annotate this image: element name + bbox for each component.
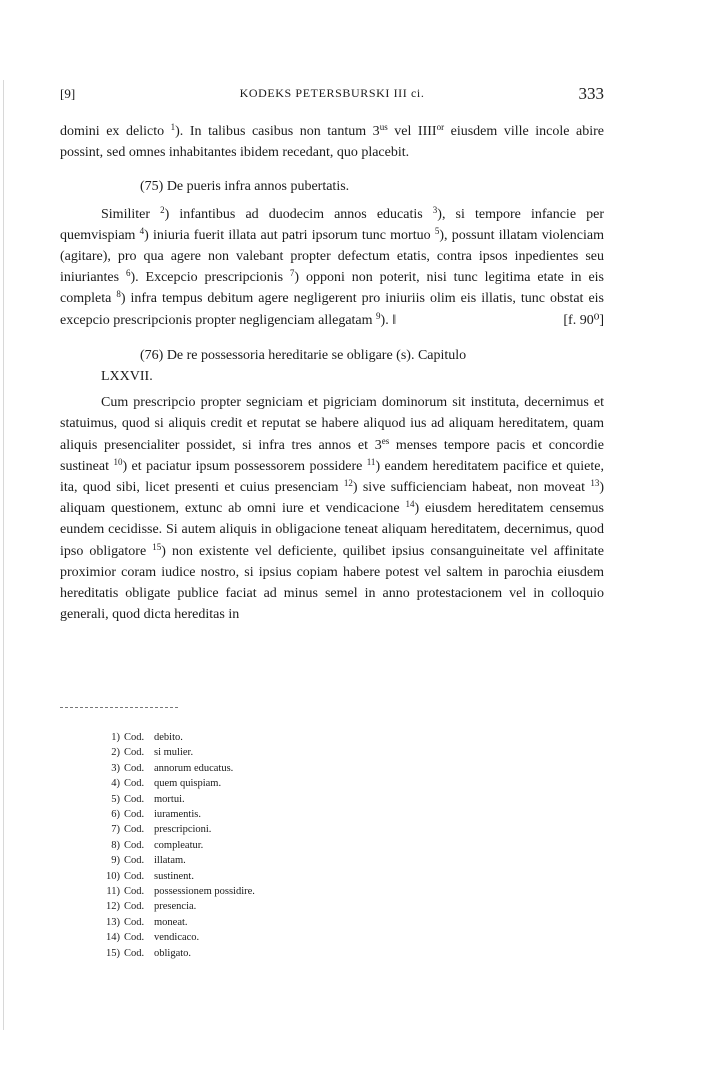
footnote-item — [90, 807, 390, 822]
footnote-ref: 7 — [289, 268, 295, 279]
footnote-text: iuramentis. — [154, 809, 201, 821]
footnote-source: Cod. — [124, 762, 145, 774]
footnote-source: Cod. — [124, 932, 145, 944]
footnote-item — [90, 838, 390, 853]
footnote-mark: 5) — [111, 793, 120, 805]
footnote-source: Cod. — [124, 732, 145, 743]
text-run: ) aliquam questionem, extunc ab omni iure et vendicacione — [60, 480, 604, 517]
text-run: ) non existente vel deficiente, quilibet ipsius consanguineitate vel affinitate proximior coram iudice nostro, si ipsius copiam habere potest vel saltem in parochia eiusdem hereditatis obligate publice faciat ad minus semel in anno protestacionem vel in colloquio generali, quod dicta hereditas in — [60, 543, 604, 623]
superscript: or — [436, 122, 445, 132]
footnote-text: possessionem possidire. — [154, 886, 255, 898]
footnote-source: Cod. — [124, 886, 145, 898]
footnote-item — [90, 899, 390, 914]
footnote-ref: 12 — [343, 478, 353, 489]
footnote-source: Cod. — [124, 839, 145, 851]
footnote-ref: 14 — [405, 499, 415, 510]
footnote-mark: 10) — [106, 870, 120, 882]
footnote-item — [90, 946, 390, 961]
folio-reference: [f. 90⁰] — [563, 312, 604, 328]
page-number: 333 — [578, 84, 604, 103]
footnote-ref: 15 — [152, 541, 162, 552]
text-run: ). Excepcio prescripcionis — [130, 270, 290, 286]
footnote-ref: 8 — [116, 289, 121, 300]
text-run: vel IIII — [387, 124, 437, 139]
footnote-mark: 6) — [111, 809, 120, 821]
text-run: ). ‖ — [380, 312, 397, 328]
footnote-mark: 15) — [106, 947, 120, 959]
footnote-mark: 8) — [111, 839, 120, 851]
footnote-text: moneat. — [154, 916, 188, 928]
footnote-ref: 6 — [125, 268, 131, 279]
footnote-text: debito. — [154, 732, 183, 743]
scan-edge-line — [3, 80, 4, 1030]
intro-paragraph — [60, 121, 604, 163]
footnote-item — [90, 822, 390, 837]
text-run: Similiter — [101, 206, 161, 222]
footnote-source: Cod. — [124, 778, 145, 790]
text-run: Cum prescripcio propter segniciam et pigriciam dominorum sit instituta, decernimus et statuimus, quod si aliquis credit et reputat se habere aliquod ius ad aliquam hereditatem, quam aliquis presencialiter possidet, si infra tres annos et 3 — [60, 395, 604, 453]
footnote-source: Cod. — [124, 870, 145, 882]
footnote-text: quem quispiam. — [154, 778, 222, 790]
superscript: us — [379, 122, 388, 132]
footnote-ref: 4 — [139, 225, 145, 236]
footnote-text: sustinent. — [154, 870, 194, 882]
footnote-item — [90, 930, 390, 945]
section-76-heading: (76) De re possessoria hereditarie se obligare (s). Capitulo — [140, 347, 467, 363]
text-run: ), si tempore infancie per quemvispiam — [60, 206, 605, 243]
superscript: es — [381, 435, 390, 446]
footnote-text: annorum educatus. — [154, 762, 234, 774]
footnote-mark: 7) — [111, 824, 120, 836]
text-run: ) et paciatur ipsum possessorem possidere — [122, 458, 367, 474]
text-run: ) eandem hereditatem pacifice et quiete, ita, quod sibi, licet presenti et cuius presenciam — [60, 458, 604, 496]
footnote-mark: 9) — [111, 855, 120, 867]
footnote-item — [90, 776, 390, 791]
footnote-mark: 4) — [111, 778, 120, 790]
footnote-text: compleatur. — [154, 839, 204, 851]
footnote-text: vendicaco. — [154, 932, 200, 944]
footnote-source: Cod. — [124, 901, 145, 913]
footnote-ref: 5 — [434, 225, 440, 236]
footnote-ref: 10 — [113, 456, 123, 467]
footnote-ref: 1 — [170, 122, 176, 132]
footnote-ref: 3 — [432, 204, 438, 215]
text-run: menses tempore pacis et concordie sustineat — [60, 437, 604, 474]
text-run: ) opponi non poterit, nisi tunc legitima etate in eis completa — [60, 270, 604, 307]
text-run: ) infra tempus debitum agere negligerent pro iniuriis olim eis illatis, tunc obstat eis excepcio prescripcionis propter negligenciam allegatam — [60, 291, 604, 328]
footnote-item — [90, 792, 390, 807]
main-text — [60, 121, 604, 625]
footnote-text: mortui. — [154, 793, 185, 805]
footnote-mark: 14) — [106, 932, 120, 944]
footnote-ref: 13 — [590, 478, 600, 489]
header-section-number: [9] — [60, 86, 76, 101]
footnotes — [90, 730, 390, 961]
footnote-item — [90, 853, 390, 868]
text-run: domini ex delicto — [60, 124, 171, 139]
footnote-ref: 11 — [366, 456, 376, 467]
footnote-text: obligato. — [154, 947, 192, 959]
text-run: ). In talibus casibus non tantum 3 — [175, 124, 380, 139]
footnote-item — [90, 915, 390, 930]
footnote-item — [90, 730, 390, 745]
footnote-source: Cod. — [124, 809, 145, 821]
footnote-text: prescripcioni. — [154, 824, 212, 836]
footnote-mark: 1) — [111, 732, 120, 743]
text-run: ) eiusdem hereditatem censemus eundem cecidisse. Si autem aliquis in obligacione teneat aliquam hereditatem, decernimus, quod ipso obligatore — [60, 501, 605, 559]
section-75-paragraph — [60, 204, 604, 331]
section-76-heading-continued: LXXVII. — [101, 369, 153, 385]
footnote-ref: 9 — [376, 310, 381, 321]
running-header — [60, 84, 604, 106]
footnote-item — [90, 745, 390, 760]
text-run: ) infantibus ad duodecim annos educatis — [164, 206, 433, 222]
section-75-heading: (75) De pueris infra annos pubertatis. — [140, 179, 350, 195]
footnote-mark: 2) — [111, 747, 120, 759]
text-run: ) iniuria fuerit illata aut patri ipsorum tunc mortuo — [144, 227, 435, 243]
footnote-source: Cod. — [124, 747, 145, 759]
footnote-source: Cod. — [124, 947, 145, 959]
footnote-item — [90, 761, 390, 776]
footnote-source: Cod. — [124, 916, 145, 928]
footnote-source: Cod. — [124, 793, 145, 805]
text-run: ) sive sufficienciam habeat, non moveat — [352, 480, 591, 496]
footnote-text: illatam. — [154, 855, 186, 867]
footnote-mark: 12) — [106, 901, 120, 913]
footnote-mark: 13) — [106, 916, 120, 928]
header-title: KODEKS PETERSBURSKI III ci. — [239, 86, 425, 100]
footnote-mark: 3) — [111, 762, 120, 774]
footnote-ref: 2 — [160, 204, 165, 215]
footnote-source: Cod. — [124, 824, 145, 836]
footnote-mark: 11) — [106, 886, 120, 898]
text-run: ), possunt illatam violenciam (agitare), pro qua agere non valebant propter defectum etatis, contra ipsos inpedientes seu iniuriantes — [60, 227, 604, 286]
footnote-item — [90, 884, 390, 899]
text-run: eiusdem ville incole abire possint, sed omnes inhabitantes ibidem recedant, quo placebit. — [60, 124, 604, 161]
footnote-text: presencia. — [154, 901, 197, 913]
footnote-item — [90, 869, 390, 884]
footnote-separator — [60, 707, 178, 708]
section-76-paragraph — [60, 392, 604, 625]
footnote-source: Cod. — [124, 855, 145, 867]
footnote-text: si mulier. — [154, 747, 194, 759]
